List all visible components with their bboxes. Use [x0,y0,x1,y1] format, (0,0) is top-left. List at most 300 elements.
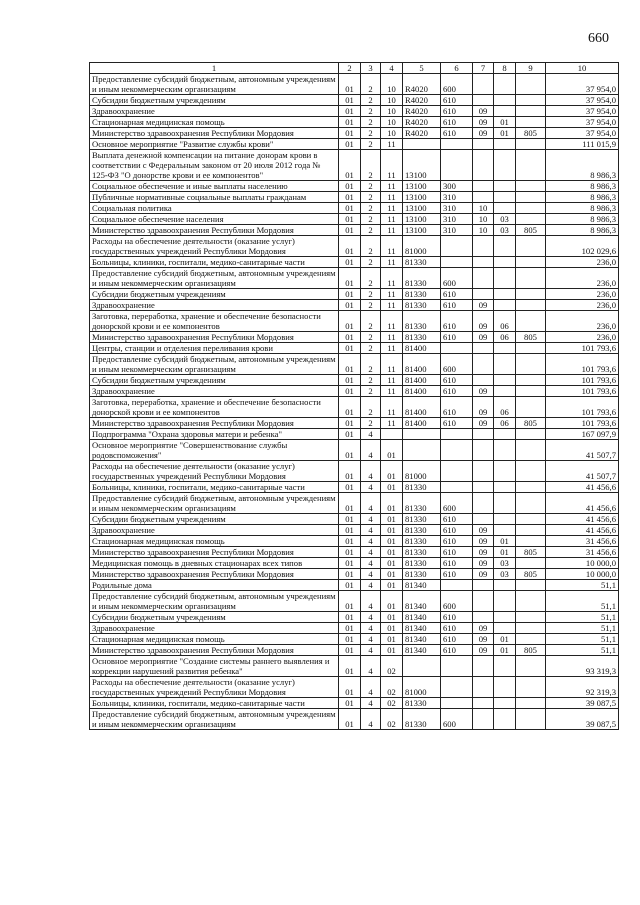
type-code-cell: 610 [441,569,473,580]
code-cell: 4 [361,461,381,482]
target-code-cell: 81330 [403,558,441,569]
table-row [90,117,619,128]
dept-code-cell: 805 [516,332,546,343]
code-cell: 2 [361,203,381,214]
amount-cell: 41 456,6 [546,493,619,514]
code-cell: 01 [339,95,361,106]
code-cell: 01 [339,181,361,192]
target-code-cell: 81330 [403,300,441,311]
amount-cell: 101 793,6 [546,343,619,354]
code-cell: 2 [361,192,381,203]
target-code-cell: 81340 [403,634,441,645]
subsection-code-cell [494,429,516,440]
expense-name-cell: Больницы, клиники, госпитали, медико-санитарные части [90,698,339,709]
type-code-cell [441,677,473,698]
code-cell: 02 [381,698,403,709]
target-code-cell: 81330 [403,514,441,525]
target-code-cell: 81330 [403,547,441,558]
dept-code-cell: 805 [516,547,546,558]
amount-cell: 93 319,3 [546,656,619,677]
code-cell: 11 [381,150,403,181]
expense-name-cell: Министерство здравоохранения Республики Мордовия [90,128,339,139]
type-code-cell: 610 [441,558,473,569]
code-cell: 11 [381,418,403,429]
expense-name-cell: Социальное обеспечение и иные выплаты населению [90,181,339,192]
target-code-cell: 81330 [403,493,441,514]
amount-cell: 236,0 [546,300,619,311]
code-cell: 10 [381,74,403,95]
subsection-code-cell [494,440,516,461]
type-code-cell: 610 [441,386,473,397]
code-cell: 11 [381,386,403,397]
type-code-cell: 610 [441,612,473,623]
subsection-code-cell [494,709,516,730]
code-cell: 10 [381,95,403,106]
code-cell: 01 [339,74,361,95]
section-code-cell [473,677,494,698]
expense-name-cell: Предоставление субсидий бюджетным, автономным учреждениям и иным некоммерческим организациям [90,354,339,375]
amount-cell: 41 456,6 [546,482,619,493]
amount-cell: 51,1 [546,645,619,656]
code-cell: 11 [381,289,403,300]
amount-cell: 51,1 [546,580,619,591]
amount-cell: 39 087,5 [546,698,619,709]
amount-cell: 39 087,5 [546,709,619,730]
target-code-cell: R4020 [403,106,441,117]
section-code-cell [473,461,494,482]
code-cell: 02 [381,677,403,698]
subsection-code-cell [494,181,516,192]
subsection-code-cell [494,698,516,709]
dept-code-cell: 805 [516,645,546,656]
type-code-cell: 610 [441,311,473,332]
code-cell: 01 [339,698,361,709]
table-row [90,268,619,289]
expense-name-cell: Заготовка, переработка, хранение и обеспечение безопасности донорской крови и ее компонентов [90,397,339,418]
code-cell: 01 [339,332,361,343]
target-code-cell: 81400 [403,375,441,386]
amount-cell: 51,1 [546,634,619,645]
amount-cell: 236,0 [546,332,619,343]
code-cell: 01 [339,225,361,236]
code-cell: 4 [361,580,381,591]
target-code-cell: 81000 [403,236,441,257]
subsection-code-cell: 03 [494,558,516,569]
target-code-cell: 81330 [403,257,441,268]
subsection-code-cell: 01 [494,645,516,656]
code-cell: 4 [361,558,381,569]
subsection-code-cell [494,525,516,536]
code-cell: 4 [361,547,381,558]
code-cell: 01 [381,547,403,558]
code-cell: 01 [339,623,361,634]
type-code-cell [441,257,473,268]
column-header: 7 [473,63,494,74]
amount-cell: 236,0 [546,289,619,300]
target-code-cell: R4020 [403,117,441,128]
code-cell: 01 [381,525,403,536]
expense-name-cell: Министерство здравоохранения Республики Мордовия [90,418,339,429]
code-cell: 4 [361,493,381,514]
table-row [90,386,619,397]
expense-name-cell: Здравоохранение [90,106,339,117]
subsection-code-cell: 01 [494,536,516,547]
target-code-cell: 13100 [403,181,441,192]
subsection-code-cell [494,343,516,354]
code-cell: 4 [361,514,381,525]
code-cell: 4 [361,429,381,440]
expense-name-cell: Здравоохранение [90,623,339,634]
dept-code-cell: 805 [516,225,546,236]
section-code-cell: 09 [473,569,494,580]
column-header: 8 [494,63,516,74]
type-code-cell: 600 [441,74,473,95]
subsection-code-cell [494,580,516,591]
table-row [90,525,619,536]
dept-code-cell [516,440,546,461]
target-code-cell: 81330 [403,268,441,289]
code-cell: 4 [361,525,381,536]
header-row [90,63,619,74]
expense-name-cell: Расходы на обеспечение деятельности (оказание услуг) государственных учреждений Республики Мордовия [90,236,339,257]
amount-cell: 101 793,6 [546,386,619,397]
section-code-cell: 09 [473,311,494,332]
table-row [90,150,619,181]
code-cell: 4 [361,698,381,709]
code-cell: 01 [339,354,361,375]
dept-code-cell [516,397,546,418]
table-row [90,311,619,332]
expense-name-cell: Министерство здравоохранения Республики Мордовия [90,225,339,236]
code-cell: 01 [339,268,361,289]
code-cell: 01 [381,591,403,612]
expense-name-cell: Основное мероприятие "Создание системы раннего выявления и коррекции нарушений развития ребенка" [90,656,339,677]
code-cell: 01 [339,440,361,461]
section-code-cell: 09 [473,525,494,536]
section-code-cell [473,698,494,709]
code-cell: 2 [361,354,381,375]
type-code-cell: 610 [441,514,473,525]
code-cell: 01 [381,482,403,493]
table-row [90,709,619,730]
code-cell: 11 [381,236,403,257]
dept-code-cell [516,236,546,257]
type-code-cell: 610 [441,634,473,645]
code-cell: 01 [339,203,361,214]
amount-cell: 8 986,3 [546,225,619,236]
amount-cell: 101 793,6 [546,418,619,429]
table-row [90,569,619,580]
type-code-cell [441,698,473,709]
type-code-cell: 600 [441,709,473,730]
section-code-cell: 09 [473,128,494,139]
table-row [90,493,619,514]
section-code-cell: 10 [473,214,494,225]
type-code-cell: 610 [441,332,473,343]
section-code-cell [473,289,494,300]
dept-code-cell [516,268,546,289]
code-cell: 2 [361,236,381,257]
type-code-cell: 610 [441,645,473,656]
dept-code-cell [516,623,546,634]
code-cell [381,429,403,440]
code-cell: 01 [339,397,361,418]
type-code-cell: 610 [441,375,473,386]
table-row [90,300,619,311]
code-cell: 2 [361,332,381,343]
type-code-cell: 600 [441,493,473,514]
code-cell: 01 [339,514,361,525]
code-cell: 2 [361,74,381,95]
subsection-code-cell [494,106,516,117]
amount-cell: 10 000,0 [546,558,619,569]
dept-code-cell: 805 [516,128,546,139]
subsection-code-cell [494,375,516,386]
code-cell: 2 [361,214,381,225]
amount-cell: 8 986,3 [546,181,619,192]
expense-name-cell: Субсидии бюджетным учреждениям [90,612,339,623]
table-row [90,203,619,214]
dept-code-cell [516,461,546,482]
table-row [90,440,619,461]
code-cell: 10 [381,106,403,117]
subsection-code-cell [494,386,516,397]
expense-name-cell: Предоставление субсидий бюджетным, автономным учреждениям и иным некоммерческим организациям [90,709,339,730]
target-code-cell: 13100 [403,192,441,203]
code-cell: 11 [381,203,403,214]
code-cell: 2 [361,289,381,300]
target-code-cell [403,440,441,461]
subsection-code-cell [494,300,516,311]
target-code-cell: 13100 [403,214,441,225]
dept-code-cell [516,656,546,677]
target-code-cell: 81000 [403,461,441,482]
dept-code-cell [516,354,546,375]
code-cell: 11 [381,354,403,375]
subsection-code-cell: 01 [494,547,516,558]
expense-name-cell: Родильные дома [90,580,339,591]
target-code-cell: 81330 [403,698,441,709]
section-code-cell: 10 [473,225,494,236]
expense-name-cell: Здравоохранение [90,386,339,397]
subsection-code-cell: 06 [494,397,516,418]
type-code-cell: 610 [441,289,473,300]
expense-name-cell: Субсидии бюджетным учреждениям [90,289,339,300]
subsection-code-cell: 06 [494,311,516,332]
code-cell: 4 [361,440,381,461]
amount-cell: 37 954,0 [546,106,619,117]
expense-name-cell: Предоставление субсидий бюджетным, автономным учреждениям и иным некоммерческим организациям [90,74,339,95]
table-row [90,332,619,343]
expense-name-cell: Центры, станции и отделения переливания крови [90,343,339,354]
subsection-code-cell [494,591,516,612]
type-code-cell: 610 [441,117,473,128]
table-row [90,645,619,656]
type-code-cell [441,343,473,354]
amount-cell: 167 097,9 [546,429,619,440]
column-header: 6 [441,63,473,74]
dept-code-cell [516,289,546,300]
code-cell: 01 [381,634,403,645]
amount-cell: 37 954,0 [546,117,619,128]
subsection-code-cell [494,612,516,623]
code-cell: 01 [339,192,361,203]
table-row [90,656,619,677]
expense-name-cell: Расходы на обеспечение деятельности (оказание услуг) государственных учреждений Республики Мордовия [90,677,339,698]
code-cell: 2 [361,117,381,128]
target-code-cell: 81330 [403,289,441,300]
section-code-cell [473,257,494,268]
target-code-cell: 81330 [403,709,441,730]
table-row [90,74,619,95]
code-cell: 01 [339,289,361,300]
code-cell: 4 [361,656,381,677]
target-code-cell: 81400 [403,397,441,418]
target-code-cell [403,656,441,677]
section-code-cell [473,95,494,106]
target-code-cell: 81340 [403,612,441,623]
subsection-code-cell [494,289,516,300]
type-code-cell: 610 [441,128,473,139]
amount-cell: 8 986,3 [546,203,619,214]
expense-name-cell: Предоставление субсидий бюджетным, автономным учреждениям и иным некоммерческим организациям [90,268,339,289]
section-code-cell: 09 [473,386,494,397]
column-header: 10 [546,63,619,74]
type-code-cell: 610 [441,547,473,558]
code-cell: 2 [361,106,381,117]
dept-code-cell [516,214,546,225]
table-row [90,558,619,569]
expense-name-cell: Медицинская помощь в дневных стационарах всех типов [90,558,339,569]
target-code-cell: 81330 [403,482,441,493]
code-cell: 01 [339,482,361,493]
dept-code-cell [516,429,546,440]
code-cell: 11 [381,214,403,225]
table-row [90,289,619,300]
code-cell: 2 [361,343,381,354]
code-cell: 01 [381,612,403,623]
code-cell: 01 [339,634,361,645]
target-code-cell [403,429,441,440]
section-code-cell [473,580,494,591]
dept-code-cell [516,677,546,698]
code-cell: 01 [339,429,361,440]
amount-cell: 41 456,6 [546,525,619,536]
type-code-cell: 610 [441,95,473,106]
expense-name-cell: Субсидии бюджетным учреждениям [90,95,339,106]
code-cell: 01 [339,139,361,150]
section-code-cell [473,343,494,354]
subsection-code-cell: 01 [494,128,516,139]
table-row [90,634,619,645]
code-cell: 01 [381,645,403,656]
amount-cell: 51,1 [546,623,619,634]
code-cell: 01 [339,117,361,128]
table-row [90,354,619,375]
target-code-cell: 81000 [403,677,441,698]
subsection-code-cell [494,150,516,181]
amount-cell: 37 954,0 [546,74,619,95]
table-row [90,257,619,268]
subsection-code-cell: 03 [494,225,516,236]
code-cell: 11 [381,268,403,289]
section-code-cell [473,429,494,440]
dept-code-cell [516,698,546,709]
table-row [90,181,619,192]
subsection-code-cell [494,482,516,493]
expense-name-cell: Расходы на обеспечение деятельности (оказание услуг) государственных учреждений Республики Мордовия [90,461,339,482]
expense-name-cell: Стационарная медицинская помощь [90,536,339,547]
expense-name-cell: Здравоохранение [90,300,339,311]
code-cell: 02 [381,656,403,677]
amount-cell: 51,1 [546,612,619,623]
code-cell: 01 [339,236,361,257]
type-code-cell [441,139,473,150]
target-code-cell: 81400 [403,354,441,375]
code-cell: 01 [339,525,361,536]
type-code-cell: 610 [441,418,473,429]
code-cell: 11 [381,397,403,418]
expense-name-cell: Министерство здравоохранения Республики Мордовия [90,569,339,580]
code-cell: 01 [339,569,361,580]
section-code-cell [473,74,494,95]
code-cell: 4 [361,569,381,580]
section-code-cell: 09 [473,645,494,656]
dept-code-cell [516,558,546,569]
type-code-cell [441,440,473,461]
code-cell: 2 [361,397,381,418]
target-code-cell: 13100 [403,203,441,214]
target-code-cell [403,139,441,150]
target-code-cell: 81330 [403,311,441,332]
dept-code-cell [516,634,546,645]
type-code-cell: 610 [441,397,473,418]
code-cell: 2 [361,181,381,192]
section-code-cell [473,656,494,677]
target-code-cell: 13100 [403,150,441,181]
code-cell: 01 [339,536,361,547]
target-code-cell: 81330 [403,332,441,343]
code-cell: 01 [339,311,361,332]
code-cell: 01 [381,580,403,591]
table-row [90,547,619,558]
table-row [90,591,619,612]
subsection-code-cell [494,461,516,482]
expense-name-cell: Предоставление субсидий бюджетным, автономным учреждениям и иным некоммерческим организациям [90,493,339,514]
code-cell: 01 [339,461,361,482]
column-header: 2 [339,63,361,74]
amount-cell: 236,0 [546,257,619,268]
dept-code-cell [516,612,546,623]
code-cell: 2 [361,268,381,289]
amount-cell: 111 015,9 [546,139,619,150]
amount-cell: 8 986,3 [546,192,619,203]
subsection-code-cell [494,514,516,525]
table-row [90,612,619,623]
code-cell: 01 [339,128,361,139]
type-code-cell: 310 [441,214,473,225]
dept-code-cell: 805 [516,418,546,429]
amount-cell: 41 456,6 [546,514,619,525]
target-code-cell: 81330 [403,569,441,580]
type-code-cell: 610 [441,525,473,536]
column-header: 5 [403,63,441,74]
table-row [90,214,619,225]
type-code-cell: 310 [441,225,473,236]
section-code-cell: 09 [473,558,494,569]
amount-cell: 37 954,0 [546,128,619,139]
dept-code-cell [516,181,546,192]
